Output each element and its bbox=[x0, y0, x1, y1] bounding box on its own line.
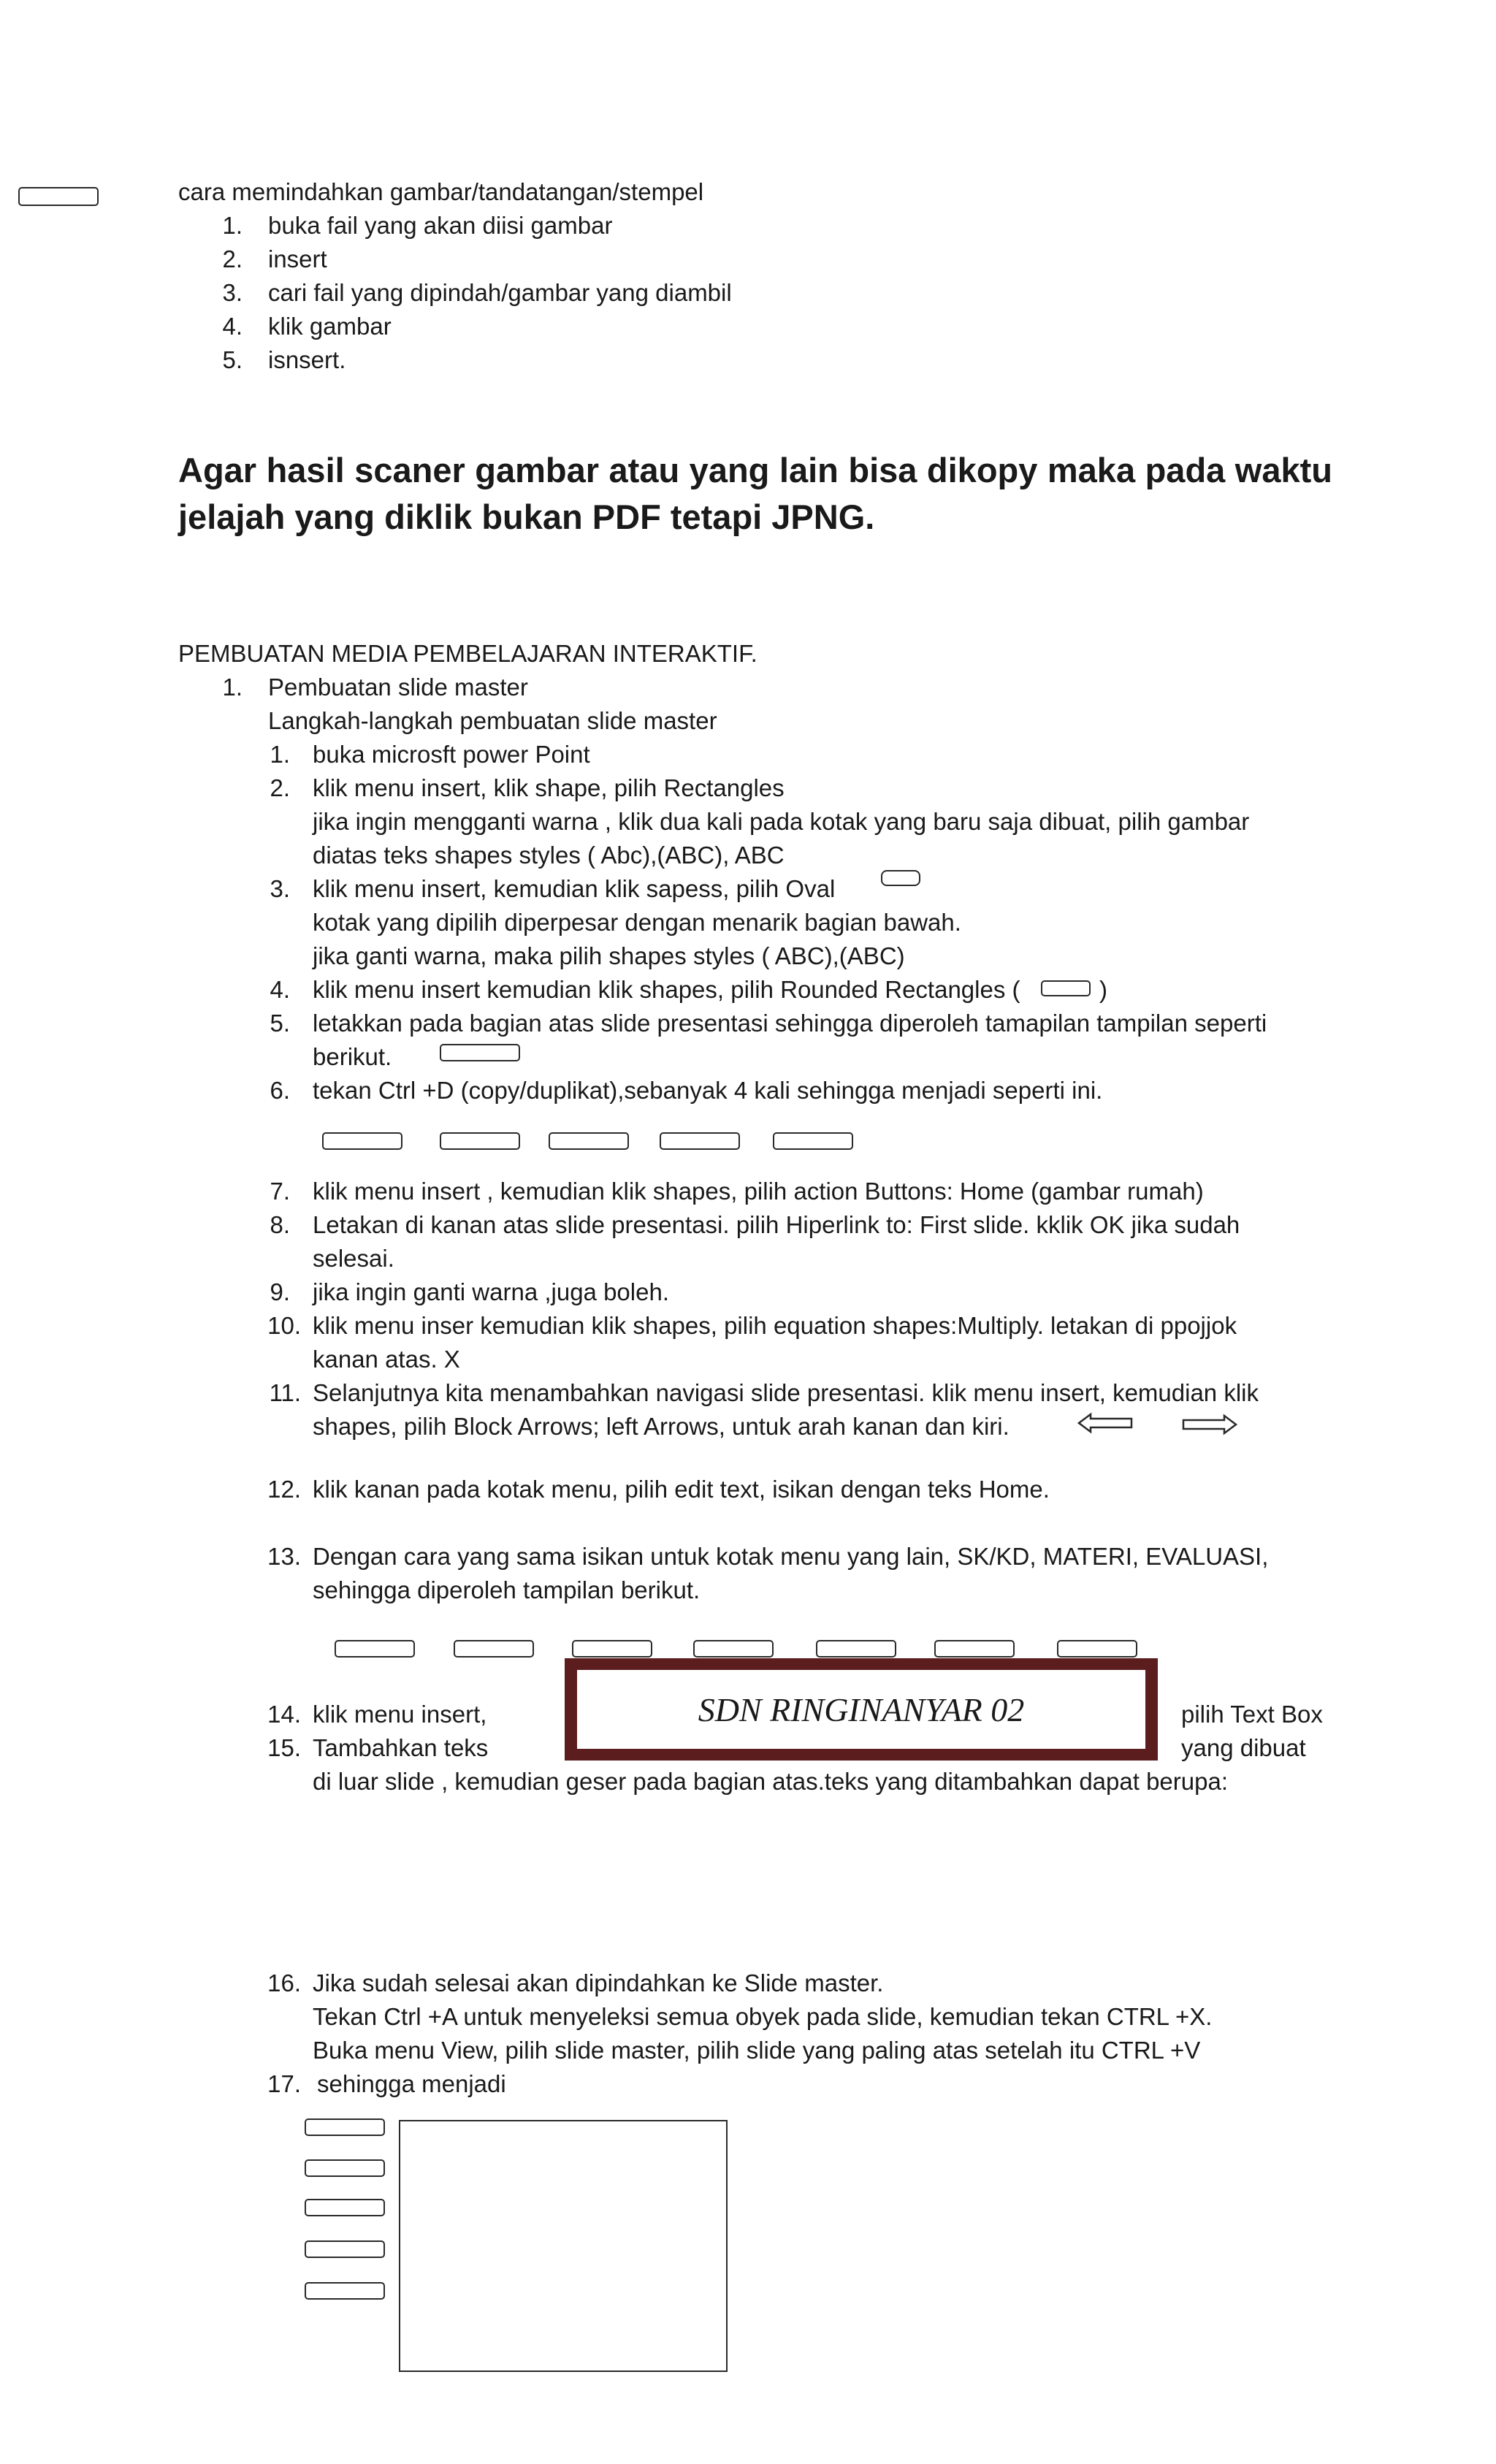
rounded-rectangle-shape bbox=[440, 1044, 520, 1061]
menu-box-shape bbox=[660, 1132, 740, 1150]
step-text: selesai. bbox=[313, 1245, 394, 1272]
step-text: yang dibuat bbox=[1181, 1734, 1306, 1761]
step-text: shapes, pilih Block Arrows; left Arrows, untuk arah kanan dan kiri. bbox=[313, 1413, 1010, 1440]
menu-box-shape bbox=[773, 1132, 853, 1150]
menu-box-shape bbox=[693, 1640, 774, 1658]
step-text: Dengan cara yang sama isikan untuk kotak menu yang lain, SK/KD, MATERI, EVALUASI, bbox=[313, 1543, 1269, 1570]
list-item: insert bbox=[268, 245, 327, 272]
list-item: Pembuatan slide master bbox=[268, 674, 528, 701]
list-item: buka fail yang akan diisi gambar bbox=[268, 212, 613, 239]
list-number: 1. bbox=[222, 674, 243, 701]
rounded-rectangle-shape bbox=[1041, 980, 1091, 996]
step-text: kanan atas. X bbox=[313, 1346, 460, 1373]
slide-content-area bbox=[399, 2120, 728, 2372]
step-text: klik menu insert, klik shape, pilih Rectangles bbox=[313, 774, 785, 801]
step-text: diatas teks shapes styles ( Abc),(ABC), ABC bbox=[313, 842, 785, 869]
step-text: kotak yang dipilih diperpesar dengan menarik bagian bawah. bbox=[313, 909, 961, 936]
school-name: SDN RINGINANYAR 02 bbox=[698, 1690, 1025, 1728]
menu-box-shape bbox=[305, 2282, 385, 2300]
menu-box-shape bbox=[335, 1640, 415, 1658]
step-text: jika ingin ganti warna ,juga boleh. bbox=[313, 1278, 669, 1305]
step-number: 7. bbox=[270, 1178, 290, 1205]
list-number: 5. bbox=[222, 346, 243, 373]
step-number: 15. bbox=[267, 1734, 301, 1761]
step-text: klik menu insert, kemudian klik sapess, pilih Oval bbox=[313, 875, 836, 902]
step-number: 6. bbox=[270, 1077, 290, 1104]
step-text: sehingga diperoleh tampilan berikut. bbox=[313, 1576, 701, 1603]
step-text: jika ingin mengganti warna , klik dua kali pada kotak yang baru saja dibuat, pilih gambar bbox=[313, 808, 1250, 835]
step-text: sehingga menjadi bbox=[317, 2070, 506, 2097]
menu-box-shape bbox=[440, 1132, 520, 1150]
right-arrow-shape bbox=[1182, 1414, 1237, 1435]
step-text: Jika sudah selesai akan dipindahkan ke Slide master. bbox=[313, 1969, 884, 1996]
step-text: klik menu insert , kemudian klik shapes, pilih action Buttons: Home (gambar rumah) bbox=[313, 1178, 1204, 1205]
step-number: 8. bbox=[270, 1211, 290, 1238]
left-arrow-shape bbox=[1077, 1412, 1133, 1434]
menu-box-shape bbox=[454, 1640, 534, 1658]
menu-box-shape bbox=[305, 2240, 385, 2258]
subtitle: Langkah-langkah pembuatan slide master bbox=[268, 707, 717, 734]
step-number: 11. bbox=[269, 1379, 301, 1406]
step-number: 17. bbox=[267, 2070, 301, 2097]
step-number: 3. bbox=[270, 875, 290, 902]
step-text: klik kanan pada kotak menu, pilih edit text, isikan dengan teks Home. bbox=[313, 1476, 1050, 1503]
menu-box-shape bbox=[816, 1640, 896, 1658]
step-text: pilih Text Box bbox=[1181, 1701, 1323, 1728]
intro-heading: cara memindahkan gambar/tandatangan/stempel bbox=[178, 178, 704, 205]
oval-shape bbox=[881, 870, 920, 886]
step-text: Tekan Ctrl +A untuk menyeleksi semua obyek pada slide, kemudian tekan CTRL +X. bbox=[313, 2003, 1213, 2030]
step-text: ) bbox=[1099, 976, 1107, 1003]
list-number: 1. bbox=[222, 212, 243, 239]
bold-note-line: Agar hasil scaner gambar atau yang lain bisa dikopy maka pada waktu bbox=[178, 451, 1332, 489]
rounded-rectangle-shape bbox=[18, 187, 99, 206]
step-number: 14. bbox=[267, 1701, 301, 1728]
list-number: 4. bbox=[222, 313, 243, 340]
step-number: 9. bbox=[270, 1278, 290, 1305]
step-text: jika ganti warna, maka pilih shapes styles ( ABC),(ABC) bbox=[313, 942, 905, 969]
menu-box-shape bbox=[305, 2159, 385, 2177]
menu-box-shape bbox=[549, 1132, 629, 1150]
step-text: Letakan di kanan atas slide presentasi. pilih Hiperlink to: First slide. kklik OK jika sudah bbox=[313, 1211, 1240, 1238]
list-item: cari fail yang dipindah/gambar yang diambil bbox=[268, 279, 732, 306]
step-number: 12. bbox=[267, 1476, 301, 1503]
menu-box-shape bbox=[572, 1640, 652, 1658]
bold-note-line: jelajah yang diklik bukan PDF tetapi JPNG. bbox=[178, 497, 875, 536]
step-text: Selanjutnya kita menambahkan navigasi slide presentasi. klik menu insert, kemudian klik bbox=[313, 1379, 1259, 1406]
menu-box-shape bbox=[934, 1640, 1015, 1658]
step-text: di luar slide , kemudian geser pada bagian atas.teks yang ditambahkan dapat berupa: bbox=[313, 1768, 1229, 1795]
step-text: berikut. bbox=[313, 1043, 392, 1070]
menu-box-shape bbox=[305, 2118, 385, 2136]
school-banner-inner bbox=[575, 1668, 1148, 1751]
menu-box-shape bbox=[1057, 1640, 1137, 1658]
step-number: 4. bbox=[270, 976, 290, 1003]
list-number: 2. bbox=[222, 245, 243, 272]
school-banner bbox=[565, 1658, 1158, 1761]
step-text: klik menu insert, bbox=[313, 1701, 487, 1728]
menu-box-shape bbox=[322, 1132, 402, 1150]
step-text: Buka menu View, pilih slide master, pilih slide yang paling atas setelah itu CTRL +V bbox=[313, 2037, 1201, 2064]
step-text: tekan Ctrl +D (copy/duplikat),sebanyak 4 kali sehingga menjadi seperti ini. bbox=[313, 1077, 1103, 1104]
list-item: isnsert. bbox=[268, 346, 346, 373]
step-text: klik menu inser kemudian klik shapes, pilih equation shapes:Multiply. letakan di ppojjok bbox=[313, 1312, 1237, 1339]
list-item: klik gambar bbox=[268, 313, 392, 340]
section-title: PEMBUATAN MEDIA PEMBELAJARAN INTERAKTIF. bbox=[178, 640, 757, 667]
step-text: klik menu insert kemudian klik shapes, pilih Rounded Rectangles ( bbox=[313, 976, 1020, 1003]
step-number: 13. bbox=[267, 1543, 301, 1570]
step-text: letakkan pada bagian atas slide presentasi sehingga diperoleh tamapilan tampilan seperti bbox=[313, 1010, 1267, 1037]
step-number: 2. bbox=[270, 774, 290, 801]
step-text: Tambahkan teks bbox=[313, 1734, 489, 1761]
step-number: 1. bbox=[270, 741, 290, 768]
list-number: 3. bbox=[222, 279, 243, 306]
step-text: buka microsft power Point bbox=[313, 741, 590, 768]
step-number: 5. bbox=[270, 1010, 290, 1037]
step-number: 10. bbox=[267, 1312, 301, 1339]
step-number: 16. bbox=[267, 1969, 301, 1996]
menu-box-shape bbox=[305, 2199, 385, 2216]
